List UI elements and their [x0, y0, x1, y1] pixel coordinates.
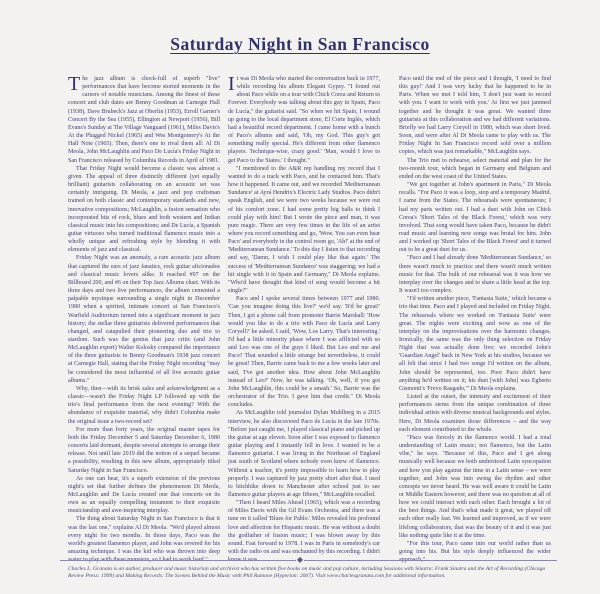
paragraph: Friday Night was an anomaly, a rare acoustic jazz album that captured the ears of jazz fanatics, rock guitar aficionados and classical music lovers alike. It reached #97 on the Billboard 200, and #6 on their Top Jazz Albums chart. With its three days and two live performances, the album cemented a palpable mystique surrounding a single night in December 1980 when a spirited, intimate concert at San Francisco's Warfield Auditorium turned into a significant moment in jazz history; the stellar three guitarists delivered performances that changed, and catapulted their pioneering duo and trio to stardom. Such was the genius that jazz critic (and John McLaughlin expert) Walter Kolosky compared the importance of the three guitarists to Benny Goodman's 1938 jazz concert at Carnegie Hall, stating that the Friday Night recording "may be considered the most influential of all live acoustic guitar albums.": [68, 255, 220, 384]
author-bio: Charles L. Granata is an author, producer and music historian and archivist who has written five books on music and pop culture, including Sessions with Sinatra: Frank Sinatra and the Art of Recording (Chicago Review Press: 1999) and Making Records: The Scenes Behind the Music with Phil Ramone (Hyperion: 2007). Visit www.charlesgranata.com for additional information.: [68, 566, 546, 580]
paragraph: For more than forty years, the original master tapes for both the Friday December 5 and Saturday December 6, 1980 concerts laid dormant, despite several attempts to arrange their release. Not until late 2019 did the notion of a sequel became a possibility, resulting in this new album, appropriately titled Saturday Night in San Francisco.: [68, 426, 220, 474]
text-column-1: [68, 75, 220, 558]
text-column-2: [228, 75, 380, 558]
paragraph: Why, then—with its brisk sales and acknowledgment as a classic—wasn't the Friday Night LP followed up with the trio's final performance from the next evening? With the abundance of exquisite material, why didn't Columbia make the original issue a two-record set?: [68, 385, 220, 425]
text-column-3: [399, 75, 551, 558]
paragraph: It was Di Meola who started the conversation back in 1977, while recording his album Elegant Gypsy. "I found out about Paco while on a tour with Chick Corea and Return to Forever. Everybody was talking about this guy in Spain, Paco de Lucía," the guitarist said. "So when we hit Spain, I wound up going to the local department store, El Corte Inglés, which had a beautiful record department. I came home with a bunch of Paco's albums and said, 'Oh, my God. This guy's got something really special. He's different from other flamenco players. Technique-wise, crazy good.' 'Man, would I love to get Paco to the States.' I thought.": [228, 73, 380, 164]
paragraph: "Paco and I had already done 'Mediterranean Sundance,' so there wasn't much to practice and there wasn't much written music for that. The bulk of our rehearsal was it was how we interplay over the changes and to share a little head at the top. It wasn't too complex.: [399, 255, 551, 295]
paragraph: "I'd written another piece, 'Fantasia Suite,' which became a trio that time. Paco and I played and included on Friday Night. The rehearsals where we worked on 'Fantasia Suite' were great. The nights were exciting and wow as one of the interplay on the improvisations over the harmonic changes. Ironically, the same was the only thing selection on Friday Night that was actually done live; we recorded John's 'Guardian Angel' back in New York at his studios, because we all felt that since I had two songs I'd written on the album, John should be represented, too. Poor Paco didn't have anything he'd written on it; his duet [with John] was Egberto Gismonti's 'Frevo Rasgado,'" Di Meola explains.: [399, 296, 551, 392]
paragraph: Listed at the outset, the intensity and excitement of their performances stems from the unique combination of three individual artists with diverse musical backgrounds and styles. Here, Di Meola examines those differences – and the way each element contributed to the whole.: [399, 394, 551, 433]
drop-cap: T: [68, 73, 81, 95]
drop-cap: I: [228, 73, 235, 95]
paragraph: The thing about Saturday Night in San Francisco is that it was the last one," explains Al Di Meola. "We'd played almost every night for two months. In those days, Paco was the world's greatest flamenco player, and John was revered for his amazing technique. I was the kid who was thrown into deep: [68, 516, 220, 556]
paragraph: The jazz album is chock-full of superb "live" performances that have become storied moments in the careers of notable musicians. Among the finest of these concert and club dates are Benny Goodman at Carnegie Hall (1938), Dave Brubeck's Jazz at Oberlin (1953), Erroll Garner's Concert By the Sea (1955), Ellington at Newport (1956), Bill Evans's Sunday at The Village Vanguard (1961), Miles Davis's At the Plugged Nickel (1965) and Wes Montgomery's At the Half Note (1965). Then, there's one to rival them all: Al Di Meola, John McLaughlin and Paco De Lucía's Friday Night in San Francisco released by Columbia Records in April of 1981.: [68, 73, 220, 164]
paragraph: As McLaughlin told journalist Dylan Muhlberg in a 2015 interview, he also discovered Paco de Lucía in the late 1970s. "Before just caught me, I played classical piano and picked up the guitar at age eleven. Soon after I was exposed to flamenco guitar playing and I instantly fell in love. I wanted to be a flamenco guitarist. I was living in the Northeast of England just south of Scotland where nobody even knew of flamenco. Without a teacher, it's pretty impossible to learn how to play properly. I was captured by jazz pretty short after that. I used to hitchhike down to Manchester after school just to see flamenco guitar players at age fifteen," McLaughlin recalled.: [228, 410, 380, 498]
paragraph: "I mentioned to the A&R rep handling my record that I wanted to do a track with Paco, and he contacted him. That's how it happened. It came out, and we recorded 'Mediterranean Sundance' at Ayrá Hendrix's Electric Lady Studios. Paco didn't speak English, and we were two weeks because we were out of his comfort zone. I had some pretty big balls to think I could play with him! But I wrote the piece and man, it was pure magic. There are very few times in the life of an artist where you record something and go, 'Wow. You can even hear Paco' and everybody in the control room go, 'Ah!' at the end of 'Mediterranean Sundance.' To this day I listen to that recording and say, 'Damn, I wish I could play like that again.' The success of 'Mediterranean Sundance' was staggering; we had a hit single with it in Spain and Germany," Di Meola explains. "Who'd have thought that kind of song would become a hit single?": [228, 165, 380, 295]
paragraph: Paco until the end of the piece and I thought, 'I need to find this guy!' And I was very lucky that he happened to be in Paris. When we met I told him, 'I don't just want to record with you. I want to work with you.' At first we just jammed together and he thought it was great. We wanted three guitarists at this collaboration and we had different variations. Briefly we had Larry Coryell in 1980, which was short lived. Soon, and were after Al Di Meola came to play with us. The Friday Night In San Francisco record sold over a million copies, which was just remarkable," McLaughlin says.: [399, 76, 551, 156]
paragraph: "Then I heard Miles Ahead (1965), which was a recording of Miles Davis with the Gil Evans Orchestra, and there was a tune on it called 'Blues for Pablo.' Miles revealed his profound love and affection for Hispanic music. He was without a doubt the godfather of fusion music; I was blown away by this sound. Fast forward to 1978. I was in Paris in somebody's car with the radio on and was enchanted by this recording. I didn't: [228, 500, 380, 556]
divider-rule: [60, 560, 557, 561]
paragraph: "For this tour, Paco came into our world rather than us going into his. But his style deeply influenced the wider: [399, 540, 551, 556]
paragraph: "We got together at John's apartment in Paris," Di Meola recalls. "For Paco it was a loop, stop and a temporary Madrid. I came from the States. The rehearsals were spontaneous; I had my parts written out. I had a duet with John on Chick Corea's 'Short Tales of the Black Forest,' which was very involved. That song would have taken Paco, because he didn't read music and learning new songs was brutal for him. John and I worked up 'Short Tales of the Black Forest' and it turned out to be a great duet for us.: [399, 182, 551, 254]
paragraph: As one can hear, it's a superb extension of the previous night's set that further defines the phenomenon Di Meola, McLaughlin and De Lucía created one that concerts on its own as an equally compelling testament to their exquisite musicianship and awe-inspiring interplay.: [68, 475, 220, 515]
page-title: Saturday Night in San Francisco: [170, 34, 430, 54]
paragraph: Paco and I spoke several times between 1977 and 1980. 'Can you imagine doing this live?' we'd say. 'It'd be great!' Then, I got a phone call from promoter Barrie Marshall: 'How would you like to do a trio with Paco de Lucía and Larry Coryell?' he asked. I said, 'Wow, Los Larry. That's interesting.' I'd had a little minority phase where I was afflicted with so and Leo was one of the guys I liked. But Leo and me and Paco? That sounded a little strange but nevertheless, it could be great! Then, Barrie came back to me a few weeks later and said, 'I've got another idea. How about John McLaughlin instead of Leo?' Now, he was talking. 'Oh, well, if you got John McLaughlin, this could be a smash.' So, Barrie was the orchestrator of the Trio. I gave him that credit." Di Meola concludes.: [228, 296, 380, 409]
paragraph: The Trio met to rehearse, select material and plan for the two-month tour, which began in Germany and Belgium and ended on the west coast of the United States.: [399, 157, 551, 180]
diamond-ornament-icon: ◆: [296, 555, 304, 564]
paragraph: That Friday Night would become a classic was almost a given. The appeal of three distinctly different (yet equally brilliant) guitarists collaborating on an acoustic set was certainly intriguing. Di Meola, a jazz and pop craftsman trained on both classic and contemporary standards and new, innovative compositions; McLaughlin, a fusion sensation who incorporated bits of rock, blues and both western and Indian classical music into his compositions; and De Lucía, a Spanish guitar virtuoso who turned traditional flamenco music into a wholly unique and refreshing style by blending it with elements of jazz and classical.: [68, 165, 220, 254]
paragraph: "Paco was fiercely in the flamenco world. I had a total understanding of Latin music; not flamenco, but the Latin vibe," he says. "Because of this, Paco and I got along musically well because we both understood Latin syncopation and how you play against the time in a Latin sense – we were together, and John was into swing the rhythm and other concepts we never heard. He was well aware it could be Latin or Middle Eastern however, and there was no question at all of how we could interact with each other. Each brought a lot of the best things. And that's what made it great, we played off each other really fast. We learned and improved, as if we were lifelong collaborators, that was the beauty of it and it was just like nothing quite like it at the time.: [399, 434, 551, 539]
